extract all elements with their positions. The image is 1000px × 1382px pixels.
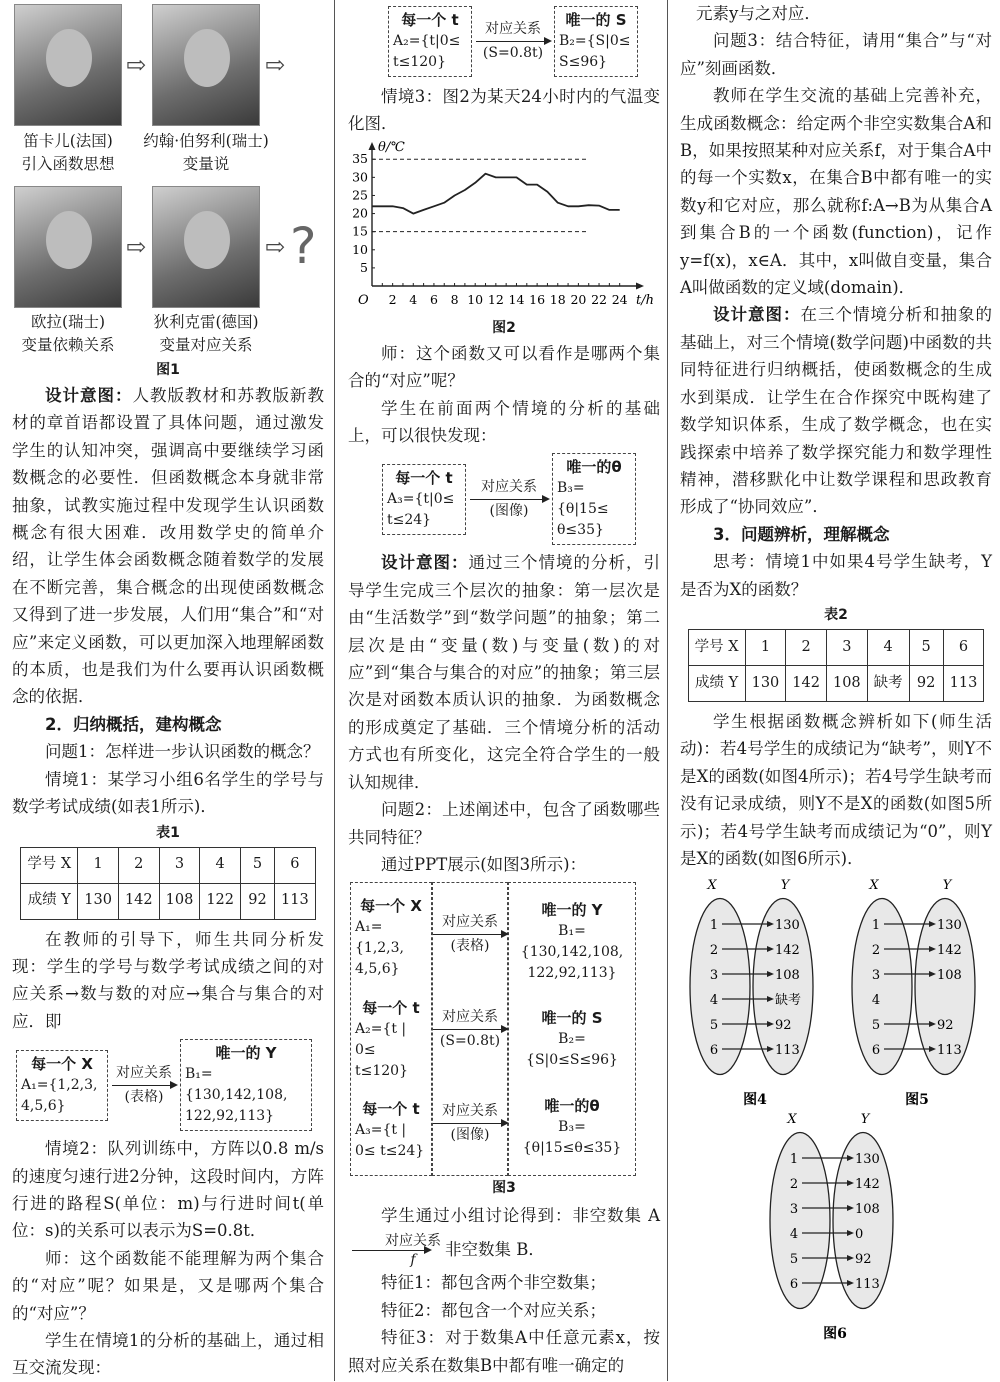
paragraph: 学生在情境1的分析的基础上，通过相互交流发现：	[12, 1330, 324, 1378]
set-y-element: 92	[775, 1018, 792, 1034]
set-x-ellipse	[852, 899, 912, 1075]
table-cell: 130	[78, 883, 119, 919]
set-x-element: 4	[709, 993, 719, 1009]
table-cell: 4	[867, 629, 909, 665]
set-x-element: 5	[709, 1018, 719, 1034]
set-y-label: Y	[780, 878, 790, 894]
set-x-ellipse	[770, 1133, 830, 1309]
paragraph: 情境2：队列训练中，方阵以0.8 m/s的速度匀速行进2分钟，这段时间内，方阵行进的路程S(单位：m)与行进时间t(单位：s)的关系可以表示为S=0.8t．	[12, 1139, 324, 1241]
x-tick-label: 4	[409, 291, 418, 307]
paragraph: 师：这个函数又可以看作是哪两个集合的“对应”呢？	[348, 343, 660, 391]
figure-caption: 图4	[743, 1092, 767, 1109]
figure-caption: 图1	[156, 362, 180, 378]
set-x-element: 1	[871, 918, 881, 934]
figure-caption: 图5	[905, 1092, 929, 1109]
mapping-box-1: 每一个 X A₁={1,2,3, 4,5,6} 对应关系 (表格) 唯一的 Y B₁={130,142,108, 122,92,113}	[16, 1039, 324, 1131]
paragraph: 特征2：都包含一个对应关系；	[381, 1300, 606, 1320]
column-divider	[334, 0, 335, 1381]
figure-caption: 图3	[492, 1180, 516, 1197]
table-cell: 142	[118, 883, 159, 919]
set-x-element: 3	[709, 968, 719, 984]
set-y-label: Y	[860, 1112, 870, 1128]
paragraph: 思考：情境1中如果4号学生缺考，Y是否为X的函数？	[680, 552, 992, 599]
table-cell: 学号 X	[688, 629, 745, 665]
arrow-icon: ⇨	[264, 51, 286, 79]
set-y-element: 92	[937, 1018, 954, 1034]
table-cell: 成绩 Y	[688, 665, 745, 701]
set-y-element: 142	[937, 943, 962, 959]
table-cell: 108	[826, 665, 867, 701]
mapping-arrow: 对应关系 f	[352, 1232, 441, 1269]
table-cell: 130	[745, 665, 786, 701]
paragraph: 特征1：都包含两个非空数集；	[381, 1273, 606, 1293]
question-mark-icon: ?	[290, 217, 317, 275]
mapping-box-2: 每一个 t A₂={t|0≤ t≤120} 对应关系 (S=0.8t) 唯一的 S B₂={S|0≤ S≤96}	[388, 6, 660, 77]
table-cell: 3	[826, 629, 867, 665]
x-tick-label: 20	[570, 291, 587, 307]
table-cell: 113	[943, 665, 984, 701]
column-2	[348, 0, 660, 1381]
table-cell: 6	[943, 629, 984, 665]
table-cell: 142	[786, 665, 827, 701]
set-y-element: 113	[937, 1043, 962, 1059]
table-1	[20, 847, 315, 920]
y-axis-arrow	[369, 142, 376, 150]
paragraph: 情境1：某学习小组6名学生的学号与数学考试成绩(如表1所示)．	[12, 769, 324, 817]
table-cell: 1	[745, 629, 786, 665]
set-x-label: X	[707, 878, 717, 894]
table-cell: 5	[241, 847, 275, 883]
set-y-element: 142	[775, 943, 800, 959]
paragraph: 教师在学生交流的基础上完善补充，生成函数概念：给定两个非空实数集合A和B，如果按照某种对应关系f，对于集合A中的每一个实数x，在集合B中都有唯一的实数y和它对应，那么就称f:A→B为从集合A到集合B的一个函数(function)，记作y=f(x)，x∈A．其中，x叫做自变量，集合A叫做函数的定义域(domain)．	[680, 86, 992, 298]
set-y-element: 130	[855, 1152, 880, 1168]
x-axis-label: t/h	[636, 292, 654, 308]
y-tick-label: 5	[360, 259, 368, 275]
x-tick-label: 2	[388, 291, 397, 307]
table-cell: 缺考	[867, 665, 909, 701]
y-tick-label: 15	[352, 223, 368, 239]
paragraph: 设计意图：人教版教材和苏教版新教材的章首语都设置了具体问题，通过激发学生的认知冲突，强调高中要继续学习函数概念的必要性．但函数概念本身就非常抽象，试教实施过程中发现学生认识函数概念有很大困难．改用数学史的简单介绍，让学生体会函数概念随着数学的发展在不断完善，集合概念的出现使函数概念又得到了进一步发展，人们用“集合”和“对应”来定义函数，可以更加深入地理解函数的本质，也是我们为什么要再认识函数概念的依据．	[12, 386, 324, 707]
set-y-element: 113	[775, 1043, 800, 1059]
arrow-icon: ⇨	[264, 233, 286, 261]
set-x-ellipse	[690, 899, 750, 1075]
set-x-element: 4	[789, 1227, 799, 1243]
set-x-element: 1	[789, 1152, 799, 1168]
set-x-element: 3	[871, 968, 881, 984]
x-tick-label: 16	[529, 291, 546, 307]
y-axis-label: θ/℃	[378, 139, 405, 155]
figure-6	[760, 1110, 910, 1342]
x-tick-label: 22	[591, 291, 607, 307]
temperature-line	[372, 174, 620, 214]
paragraph: 特征3：对于数集A中任意元素x，按照对应关系在数集B中都有唯一确定的	[348, 1328, 660, 1375]
set-x-label: X	[869, 878, 879, 894]
portrait-descartes	[14, 4, 122, 126]
caption-bernoulli: 约翰·伯努利(瑞士) 变量说	[143, 132, 269, 173]
y-tick-label: 10	[352, 241, 368, 257]
set-x-element: 1	[709, 918, 719, 934]
set-y-element: 108	[855, 1202, 880, 1218]
arrow-icon: ⇨	[125, 51, 147, 79]
set-y-element: 92	[855, 1252, 872, 1268]
paragraph: 问题2：上述阐述中，包含了函数哪些共同特征？	[348, 800, 660, 847]
set-y-element: 130	[937, 918, 962, 934]
table-cell: 成绩 Y	[21, 883, 78, 919]
caption-descartes: 笛卡儿(法国) 引入函数思想	[21, 132, 115, 173]
section-heading: 2．归纳概括，建构概念	[45, 714, 222, 734]
paragraph: 问题1：怎样进一步认识函数的概念？	[45, 742, 320, 762]
mapping-figures	[680, 872, 992, 1342]
table-cell: 92	[909, 665, 943, 701]
set-y-element: 108	[775, 968, 800, 984]
set-x-element: 5	[789, 1252, 799, 1268]
x-tick-label: 14	[508, 291, 525, 307]
table-cell: 92	[241, 883, 275, 919]
paragraph: 学生在前面两个情境的分析的基础上，可以很快发现：	[348, 398, 660, 446]
x-tick-label: 10	[467, 291, 484, 307]
portrait-euler	[14, 186, 122, 308]
set-x-element: 2	[709, 943, 719, 959]
portrait-bernoulli	[152, 4, 260, 126]
arrow-icon: ⇨	[125, 233, 147, 261]
table-cell: 2	[118, 847, 159, 883]
table-cell: 学号 X	[21, 847, 78, 883]
table-caption: 表2	[824, 606, 848, 623]
x-axis-arrow	[636, 282, 644, 289]
set-y-element: 108	[937, 968, 962, 984]
paragraph: 学生通过小组讨论得到：非空数集 A 对应关系 f 非空数集 B．	[348, 1200, 660, 1269]
paragraph: 设计意图：通过三个情境的分析，引导学生完成三个层次的抽象：第一层次是由“生活数学”到“数学问题”的抽象；第二层次是由“变量(数)与变量(数)的对应”到“集合与集合的对应”的抽象；第三层次是对函数本质认识的抽象．为函数概念的形成奠定了基础．三个情境分析的活动方式也有所变化，这完全符合学生的一般认知规律．	[348, 553, 660, 792]
caption-dirichlet: 狄利克雷(德国) 变量对应关系	[153, 313, 259, 354]
paragraph: 学生根据函数概念辨析如下(师生活动)：若4号学生的成绩记为“缺考”，则Y不是X的函数(如图4所示)；若4号学生缺考而没有记录成绩，则Y不是X的函数(如图5所示)；若4号学生缺考而成绩记为“0”，则Y是X的函数(如图6所示)．	[680, 711, 992, 868]
set-x-label: X	[787, 1112, 797, 1128]
figure-4	[680, 876, 830, 1108]
column-divider	[667, 0, 668, 1381]
x-tick-label: 18	[549, 291, 566, 307]
table-cell: 6	[275, 847, 316, 883]
mapping-box-3: 每一个 t A₃={t|0≤ t≤24} 对应关系 (图像) 唯一的θ B₃={θ|15≤ θ≤35}	[382, 453, 660, 545]
portrait-dirichlet	[152, 186, 260, 308]
figure-3: 每一个 X A₁={1,2,3, 4,5,6} 每一个 t A₂={t | 0≤ t≤120} 每一个 t A₃={t | 0≤ t≤24} 对应关系 (表格) 对应关系 (S=0.8t) 对应关系 (图像) 唯一的 Y B₁={130,142,108, 122,92,113} 唯一的 S B₂={S|0≤S≤96} 唯一的θ B₃={θ|15≤θ≤35}	[350, 882, 660, 1176]
table-cell: 108	[159, 883, 200, 919]
y-tick-label: 25	[352, 187, 368, 203]
set-x-element: 6	[871, 1043, 881, 1059]
set-y-element: 缺考	[775, 993, 802, 1009]
x-tick-label: 8	[450, 291, 459, 307]
table-cell: 113	[275, 883, 316, 919]
paragraph: 情境3：图2为某天24小时内的气温变化图．	[348, 87, 660, 134]
set-x-element: 4	[871, 993, 881, 1009]
paragraph: 设计意图：在三个情境分析和抽象的基础上，对三个情境(数学问题)中函数的共同特征进行归纳概括，使函数概念的生成水到渠成．让学生在合作探究中既构建了数学知识体系，生成了数学概念，也在实践探索中培养了数学探究能力和数学理性精神，潜移默化中让数学课程和思政教育形成了“协同效应”．	[680, 305, 992, 517]
set-x-element: 2	[871, 943, 881, 959]
paragraph: 问题3：结合特征，请用“集合”与“对应”刻画函数．	[680, 31, 992, 78]
figure-caption: 图6	[823, 1326, 847, 1343]
column-1	[12, 0, 324, 1381]
column-3	[680, 0, 992, 1381]
table-row	[21, 883, 315, 919]
figure-5	[842, 876, 992, 1108]
table-2	[688, 629, 985, 702]
paragraph: 元素y与之对应．	[696, 4, 821, 23]
y-tick-label: 35	[352, 151, 368, 167]
temperature-chart	[348, 138, 660, 316]
figure-1	[12, 0, 324, 358]
table-cell: 2	[786, 629, 827, 665]
paragraph: 师：这个函数能不能理解为两个集合的“对应”呢？如果是，又是哪两个集合的“对应”？	[12, 1248, 324, 1323]
set-x-element: 6	[709, 1043, 719, 1059]
paragraph: 在教师的引导下，师生共同分析发现：学生的学号与数学考试成绩之间的对应关系→数与数的对应→集合与集合的对应．即	[12, 929, 324, 1031]
set-x-element: 5	[871, 1018, 881, 1034]
table-row	[21, 847, 315, 883]
set-y-element: 113	[855, 1277, 880, 1293]
table-caption: 表1	[156, 824, 180, 841]
paragraph: 通过PPT展示(如图3所示)：	[381, 854, 587, 874]
set-y-element: 142	[855, 1177, 880, 1193]
table-cell: 122	[200, 883, 241, 919]
x-tick-label: 12	[487, 291, 504, 307]
set-x-element: 3	[789, 1202, 799, 1218]
caption-euler: 欧拉(瑞士) 变量依赖关系	[21, 313, 115, 354]
table-cell: 3	[159, 847, 200, 883]
set-y-element: 0	[855, 1227, 864, 1243]
table-cell: 1	[78, 847, 119, 883]
table-cell: 5	[909, 629, 943, 665]
table-row	[688, 629, 984, 665]
table-row	[688, 665, 984, 701]
x-tick-label: 24	[611, 291, 628, 307]
table-cell: 4	[200, 847, 241, 883]
set-x-element: 6	[789, 1277, 799, 1293]
figure-caption: 图2	[492, 319, 516, 336]
origin-label: O	[358, 292, 369, 308]
set-y-element: 130	[775, 918, 800, 934]
section-heading: 3．问题辨析，理解概念	[713, 524, 890, 544]
y-tick-label: 30	[352, 169, 368, 185]
y-tick-label: 20	[352, 205, 368, 221]
set-x-element: 2	[789, 1177, 799, 1193]
set-y-label: Y	[942, 878, 952, 894]
x-tick-label: 6	[429, 291, 438, 307]
